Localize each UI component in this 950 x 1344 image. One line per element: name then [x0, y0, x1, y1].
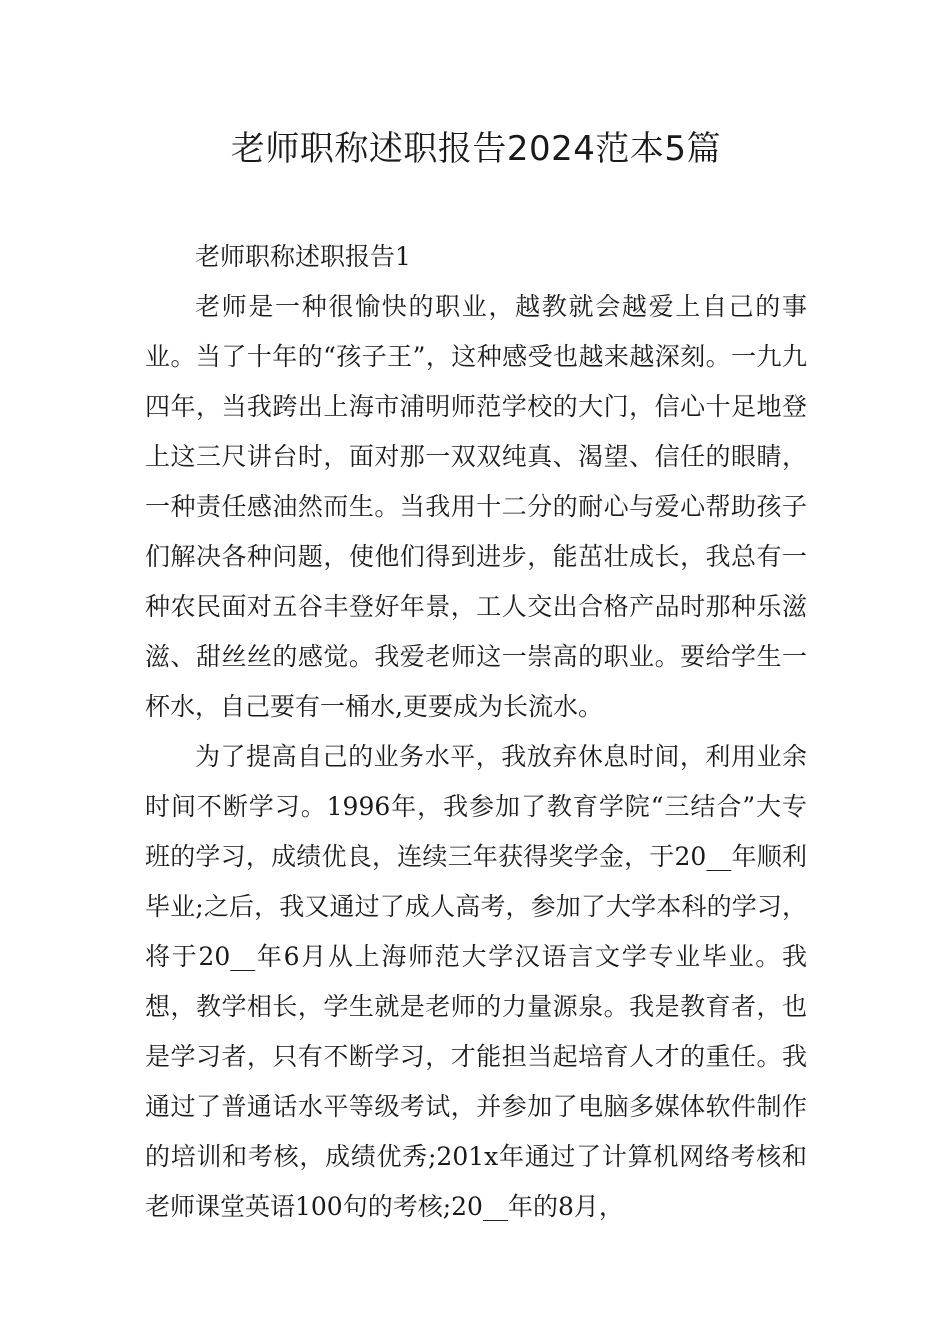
- document-body: [145, 232, 807, 1232]
- document-title: 老师职称述职报告2024范本5篇: [230, 129, 722, 169]
- paragraph: 为了提高自己的业务水平，我放弃休息时间，利用业余时间不断学习。1996年，我参加了教育学院“三结合”大专班的学习，成绩优良，连续三年获得奖学金，于20__年顺利毕业;之后，我又通过了成人高考，参加了大学本科的学习，将于20__年6月从上海师范大学汉语言文学专业毕业。我想，教学相长，学生就是老师的力量源泉。我是教育者，也是学习者，只有不断学习，才能担当起培育人才的重任。我通过了普通话水平等级考试，并参加了电脑多媒体软件制作的培训和考核，成绩优秀;201x年通过了计算机网络考核和老师课堂英语100句的考核;20__年的8月，: [145, 742, 807, 1221]
- paragraph: 老师是一种很愉快的职业，越教就会越爱上自己的事业。当了十年的“孩子王”，这种感受也越来越深刻。一九九四年，当我跨出上海市浦明师范学校的大门，信心十足地登上这三尺讲台时，面对那一双双纯真、渴望、信任的眼睛，一种责任感油然而生。当我用十二分的耐心与爱心帮助孩子们解决各种问题，使他们得到进步，能茁壮成长，我总有一种农民面对五谷丰登好年景，工人交出合格产品时那种乐滋滋、甜丝丝的感觉。我爱老师这一崇高的职业。要给学生一杯水，自己要有一桶水,更要成为长流水。: [145, 292, 807, 721]
- section-heading: 老师职称述职报告1: [195, 242, 411, 271]
